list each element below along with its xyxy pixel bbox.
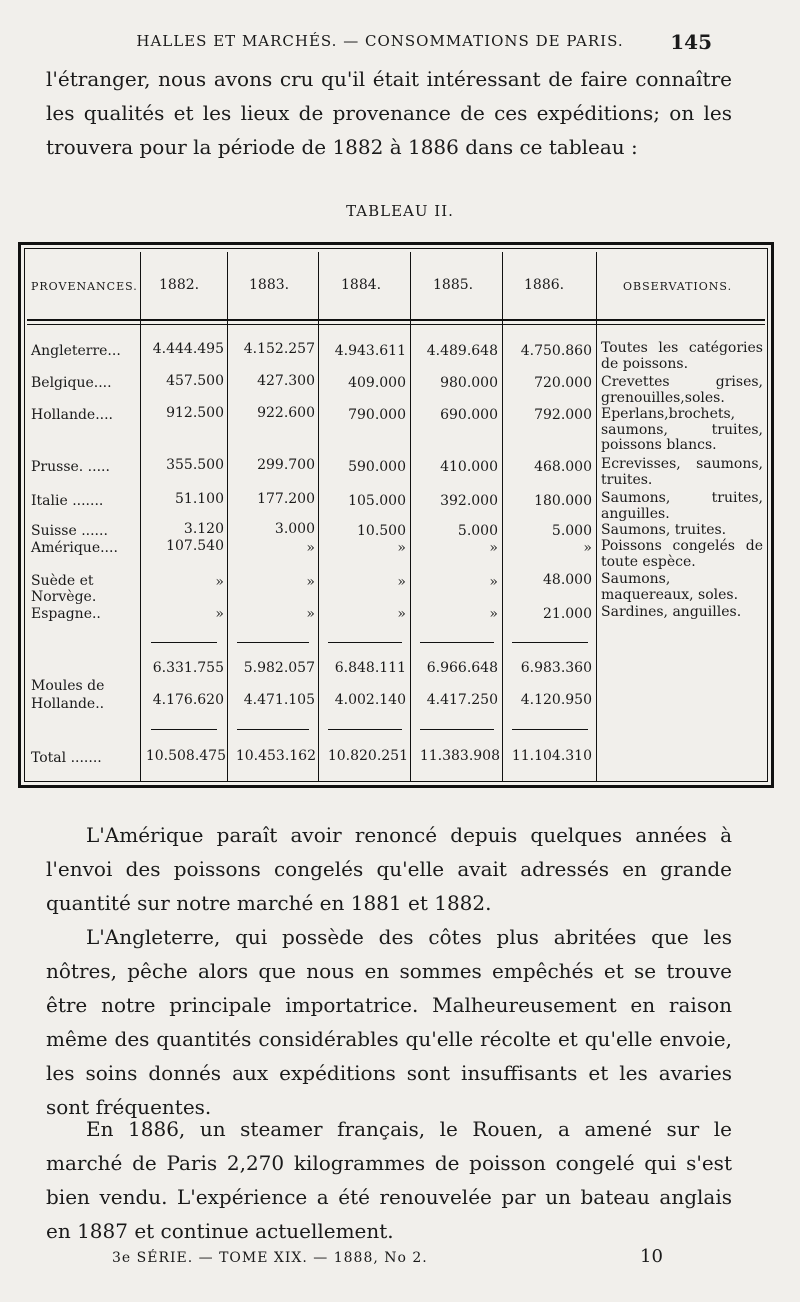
row-name: Suède et Norvège. [31,573,97,605]
subtotal-rule [237,642,309,643]
cell-observation: Ecrevisses, saumons, truites. [601,456,763,488]
cell-value: 409.000 [348,375,406,391]
column-divider [596,252,597,781]
footer-series: 3e SÉRIE. — TOME XIX. — 1888, No 2. [112,1250,428,1266]
row-name: Belgique.... [31,375,112,391]
header-rule [27,319,765,321]
paragraph-text: L'Amérique paraît avoir renoncé depuis quelques années à l'envoi des poissons congelés qu'elle avait adressés en grande quantité sur notre marché en 1881 et 1882. [46,823,732,915]
intro-paragraph: l'étranger, nous avons cru qu'il était intéressant de faire connaître les qualités et les lieux de provenance de ces expéditions; on les trouvera pour la période de 1882 à 1886 dans ce tableau : [46,67,732,159]
cell-value: 4.943.611 [334,343,406,359]
row-name: Italie ....... [31,493,104,509]
cell-value: 912.500 [166,405,224,421]
header-1884: 1884. [341,277,382,293]
cell-value: 590.000 [348,459,406,475]
header-1883: 1883. [249,277,290,293]
total-rule [512,729,588,730]
header-1885: 1885. [433,277,474,293]
column-divider [227,252,228,781]
row-name: Prusse. ..... [31,459,110,475]
total-rule [237,729,309,730]
total-rule [151,729,217,730]
subtotal-value: 6.966.648 [426,660,498,676]
cell-value: 105.000 [348,493,406,509]
cell-value: 180.000 [534,493,592,509]
cell-value: » [306,606,315,622]
cell-value: » [397,606,406,622]
cell-value: » [489,540,498,556]
cell-value: 4.489.648 [426,343,498,359]
cell-value: 5.000 [551,523,592,539]
page-number: 145 [670,30,712,54]
cell-value: » [306,574,315,590]
cell-value: 4.750.860 [520,343,592,359]
cell-observation: Eperlans,brochets, saumons, truites, poissons blancs. [601,406,763,453]
cell-value: 392.000 [440,493,498,509]
paragraph-rouen [46,1112,732,1248]
cell-value: 922.600 [257,405,315,421]
cell-value: 177.200 [257,491,315,507]
cell-value: 4.120.950 [520,692,592,708]
cell-value: 4.471.105 [243,692,315,708]
running-head: HALLES ET MARCHÉS. — CONSOMMATIONS DE PARIS. [136,32,624,50]
header-observations: OBSERVATIONS. [623,280,733,293]
cell-observation: Crevettes grises, grenouilles,soles. [601,374,763,406]
row-name: Hollande.... [31,407,114,423]
total-value: 11.383.908 [419,748,500,764]
paragraph-text: En 1886, un steamer français, le Rouen, a amené sur le marché de Paris 2,270 kilogrammes de poisson congelé qui s'est bien vendu. L'expérience a été renouvelée par un bateau anglais en 1887 et continue actuellement. [46,1117,732,1243]
header-1886: 1886. [524,277,565,293]
cell-value: » [306,540,315,556]
header-1882: 1882. [159,277,200,293]
cell-value: 21.000 [543,606,592,622]
subtotal-value: 5.982.057 [243,660,315,676]
cell-value: 427.300 [257,373,315,389]
cell-value: » [583,540,592,556]
column-divider [140,252,141,781]
cell-value: 790.000 [348,407,406,423]
cell-observation: Saumons, maquereaux, soles. [601,571,739,603]
row-name: Espagne.. [31,606,101,622]
cell-value: 51.100 [175,491,224,507]
cell-value: 4.444.495 [152,341,224,357]
subtotal-rule [328,642,402,643]
paragraph-text: L'Angleterre, qui possède des côtes plus abritées que les nôtres, pêche alors que nous en sommes empêchés et se trouve être notre principale importatrice. Malheureusement en raison même des quantités considérables qu'elle récolte et qu'elle envoie, les soins donnés aux expéditions sont insuffisants et les avaries sont fréquentes. [46,925,732,1119]
table-title: TABLEAU II. [346,202,454,220]
row-name-total: Total ....... [31,750,102,766]
cell-value: 457.500 [166,373,224,389]
header-provenances: PROVENANCES. [31,280,138,293]
cell-value: 792.000 [534,407,592,423]
total-value: 10.820.251 [327,748,408,764]
cell-value: 4.417.250 [426,692,498,708]
cell-value: » [489,606,498,622]
cell-value: 48.000 [543,572,592,588]
total-value: 10.508.475 [145,748,226,764]
header-rule-thin [27,324,765,325]
row-name: Angleterre... [31,343,121,359]
paragraph-amerique [46,818,732,920]
cell-value: » [215,574,224,590]
cell-observation: Toutes les catégories de poissons. [601,340,763,372]
cell-value: 5.000 [457,523,498,539]
cell-observation: Sardines, anguilles. [601,604,742,620]
cell-observation: Saumons, truites, anguilles. [601,490,763,522]
cell-value: 4.176.620 [152,692,224,708]
column-divider [410,252,411,781]
cell-observation: Poissons congelés de toute espèce. [601,538,763,570]
cell-value: 690.000 [440,407,498,423]
data-table [18,242,774,788]
cell-value: 468.000 [534,459,592,475]
cell-value: 299.700 [257,457,315,473]
cell-value: » [397,540,406,556]
subtotal-rule [151,642,217,643]
cell-value: » [397,574,406,590]
subtotal-rule [512,642,588,643]
subtotal-value: 6.331.755 [152,660,224,676]
total-value: 11.104.310 [511,748,592,764]
cell-value: 410.000 [440,459,498,475]
cell-value: 3.000 [274,521,315,537]
cell-value: 980.000 [440,375,498,391]
cell-value: 10.500 [357,523,406,539]
subtotal-value: 6.983.360 [520,660,592,676]
cell-value: » [215,606,224,622]
footer-signature: 10 [640,1246,663,1267]
row-name-moules: Moules de Hollande.. [31,678,105,712]
row-name: Suisse ...... [31,523,108,539]
column-divider [502,252,503,781]
row-name: Amérique.... [31,540,118,556]
cell-value: 4.002.140 [334,692,406,708]
total-value: 10.453.162 [235,748,316,764]
total-rule [420,729,494,730]
cell-value: » [489,574,498,590]
subtotal-value: 6.848.111 [334,660,406,676]
subtotal-rule [420,642,494,643]
cell-value: 720.000 [534,375,592,391]
column-divider [318,252,319,781]
paragraph-angleterre [46,920,732,1124]
cell-value: 355.500 [166,457,224,473]
cell-observation: Saumons, truites. [601,522,727,538]
cell-value: 107.540 [166,538,224,554]
cell-value: 3.120 [183,521,224,537]
total-rule [328,729,402,730]
cell-value: 4.152.257 [243,341,315,357]
